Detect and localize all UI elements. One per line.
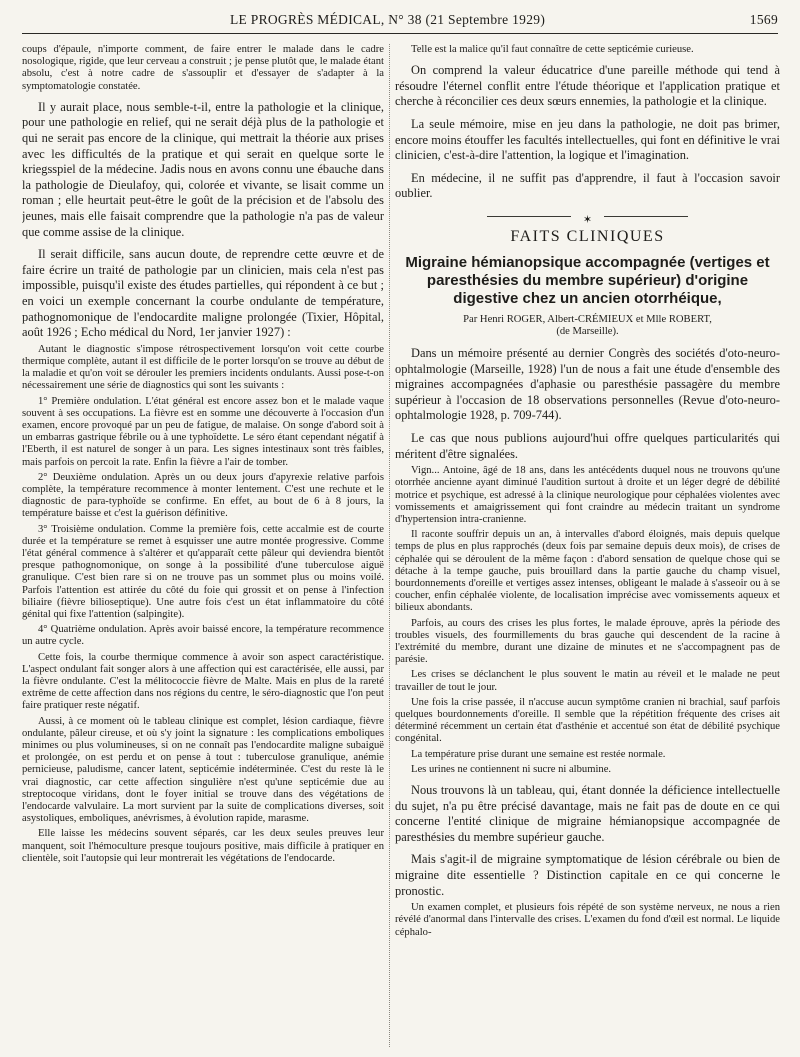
paragraph: La température prise durant une semaine est restée normale.: [411, 748, 666, 760]
paragraph: La seule mémoire, mise en jeu dans la pathologie, ne doit pas brimer, encore moins étouffer les facultés intellectuelles, qui font en définitive le vrai clinicien, c'est-à-dire l'attention, la logique et l'imagination.: [395, 116, 780, 163]
paragraph: Une fois la crise passée, il n'accuse aucun symptôme cranien ni brachial, sauf parfois quelques bourdonnements d'oreille. Il semble que la répétition fréquente des crises ait déterminé récemment un certain état d'asthénie et accentué son état de débilité psychique congénital.: [395, 696, 780, 745]
right-column: [395, 44, 780, 1051]
article-byline: Par Henri ROGER, Albert-CRÉMIEUX et Mlle ROBERT,: [463, 313, 712, 325]
article-affiliation: (de Marseille).: [556, 325, 619, 337]
paragraph: Les urines ne contiennent ni sucre ni albumine.: [411, 763, 612, 775]
article-title: Migraine hémianopsique accompagnée (vertiges et paresthésies du membre supérieur) d'origine digestive chez un ancien otorrhéique,: [405, 253, 770, 307]
paragraph: En médecine, il ne suffit pas d'apprendre, il faut à l'occasion savoir oublier.: [395, 170, 780, 201]
paragraph: coups d'épaule, n'importe comment, de faire entrer le malade dans le cadre nosologique, rigide, que leur cerveau a construit ; je pense plutôt que, le malade étant absolu, c'est à notre cadre de s'assouplir et d'essayer de s'adapter à la symptomatologie constatée.: [22, 44, 384, 92]
paragraph: Le cas que nous publions aujourd'hui offre quelques particularités qui méritent d'être signalées.: [395, 430, 780, 461]
paragraph: Telle est la malice qu'il faut connaître de cette septicémie curieuse.: [411, 44, 694, 55]
page-number: 1569: [749, 12, 778, 27]
paragraph: Elle laisse les médecins souvent séparés, car les deux seules preuves leur manquent, soit l'hémoculture presque toujours positive, mais difficile à pratiquer en clientèle, soit l'autopsie qui leur montrerait les végétations de l'endocarde.: [22, 828, 384, 864]
paragraph: Nous trouvons là un tableau, qui, étant donnée la déficience intellectuelle du sujet, n'a pu être précisé davantage, mais ne fait pas de doute en ce qui concerne l'entité clinique de migraine hémianopsique accompagnée de paresthésies du membre supérieur gauche.: [395, 782, 780, 844]
paragraph: Il serait difficile, sans aucun doute, de reprendre cette œuvre et de faire écrire un traité de pathologie par un clinicien, mais cela n'est pas impossible, puisqu'il existe des études partielles, qui répondent à ce but ; en voici un exemple concernant la courbe ondulante de température, pathognomonique de l'endocardite maligne prolongée (Tixier, Hôpital, août 1926 ; Echo médical du Nord, 1er janvier 1927) :: [22, 247, 384, 340]
paragraph: Dans un mémoire présenté au dernier Congrès des sociétés d'oto-neuro-ophtalmologie (Marseille, 1928) l'un de nous a fait une étude d'ensemble des migraines accompagnées d'aphasie ou paresthésie passagère du membre supérieur à l'occasion de 18 observations personnelles (Revue d'oto-neuro-ophtalmologie 1928, p. 709-744).: [395, 345, 780, 423]
section-ornament: [395, 210, 780, 226]
page-header: [22, 10, 778, 34]
paragraph: On comprend la valeur éducatrice d'une pareille méthode qui tend à résoudre l'éternel conflit entre l'étude théorique et l'application pratique et cherche à réconcilier ces deux sœurs ennemies, la pathologie et la clinique.: [395, 63, 780, 109]
right-top-paragraphs: [395, 44, 780, 202]
ornament-line-right: [604, 216, 688, 217]
paragraph: 4° Quatrième ondulation. Après avoir baissé encore, la température recommence un autre cycle.: [22, 624, 384, 648]
paragraph: Un examen complet, et plusieurs fois répété de son système nerveux, ne nous a rien révélé d'anormal dans l'intervalle des crises. L'examen du fond d'œil est normal. Le liquide céphalo-: [395, 902, 780, 938]
paragraph: 2° Deuxième ondulation. Après un ou deux jours d'apyrexie relative parfois complète, la température recommence à monter lentement. C'est une rechute et le diagnostic de para-typhoïde se confirme. En effet, au bout de 6 à 8 jours, la température baisse et c'est la guérison définitive.: [22, 471, 384, 520]
section-title: FAITS CLINIQUES: [510, 227, 665, 245]
paragraph: Parfois, au cours des crises les plus fortes, le malade éprouve, après la période des troubles visuels, des fourmillements du bras gauche qui descendent de la racine à l'extrémité du membre, durant une dizaine de minutes et ne s'accompagnent pas de parésie.: [395, 617, 780, 666]
paragraph: Aussi, à ce moment où le tableau clinique est complet, lésion cardiaque, fièvre ondulante, pâleur cireuse, et où s'y joint la signature : les complications emboliques minimes ou plus volumineuses, si on ne connaît pas l'endocardite maligne subaiguë et prolongée, on est perdu et on pense à tout : tuberculose granulique, anémie pernicieuse, paludisme, cancer latent, septicémie indéterminée. C'est du reste là le vrai diagnostic, car cette affection singulière n'est qu'une septicémie due au streptocoque viridans, dont le foyer initial se trouve dans des végétations de l'endocarde valvulaire. La mort survient par la suite de complications diverses, soit asystoliques, emboliques, anévrismes, à évolution rapide, marasme.: [22, 715, 384, 825]
paragraph: Cette fois, la courbe thermique commence à avoir son aspect caractéristique. L'aspect ondulant fait songer alors à une affection qui est caractérisée, elle aussi, par la fièvre ondulante. C'est la mélitococcie fièvre de Malte. Mais en plus de la rareté extrême de cette affection dans nos régions du centre, le séro-diagnostic que l'on peut faire pratiquer reste négatif.: [22, 651, 384, 712]
header-rule: [22, 33, 778, 34]
ornament-line-left: [487, 216, 571, 217]
star-icon: ✶: [582, 213, 593, 226]
right-bottom-paragraphs: [395, 346, 780, 939]
paragraph: Les crises se déclanchent le plus souvent le matin au réveil et le malade ne peut travailler de tout le jour.: [395, 669, 780, 693]
left-column: [22, 44, 384, 1051]
paragraph: Autant le diagnostic s'impose rétrospectivement lorsqu'on voit cette courbe thermique complète, autant il est difficile de le porter lorsqu'on se trouve au début de la maladie et qu'on voit se dérouler les premiers incidents ondulants. Aussi pose-t-on nécessairement une série de diagnostics qui sont les suivants :: [22, 343, 384, 392]
paragraph: Mais s'agit-il de migraine symptomatique de lésion cérébrale ou bien de migraine dite essentielle ? Distinction capitale en ce qui concerne le pronostic.: [395, 852, 780, 898]
paragraph: 1° Première ondulation. L'état général est encore assez bon et le malade vaque souvent à ses occupations. La fièvre est en somme une découverte à l'occasion d'un examen, encore provoqué par un peu de fatigue, de malaise. On songe d'abord soit à un embarras gastrique fébrile ou à une typhoïdette. Le séro étant cependant négatif à l'Eberth, il est naturel de songer à un para. Les signes intestinaux sont très faibles, mais parfois on percoit la rate. Enfin la fièvre a l'air de tomber.: [22, 395, 384, 468]
column-divider: [389, 44, 390, 1047]
paragraph: 3° Troisième ondulation. Comme la première fois, cette accalmie est de courte durée et la température se remet à esquisser une autre montée progressive. Comme l'état général commence à s'altérer et qu'apparaît cette pâleur qui deviendra bientôt presque pathognomonique, on songe à la possibilité d'une tuberculose aiguë granulique. C'est bien rare si on ne trouve pas un sommet plus ou moins voilé. Parfois l'attention est attirée du côté du foie qui grossit et on pense à l'infection biliaire (fièvre bilioseptique). Une autre fois c'est un état inflammatoire du côté génital qui fixe l'attention (salpingite).: [22, 523, 384, 620]
paragraph: Il raconte souffrir depuis un an, à intervalles d'abord éloignés, mais depuis quelque temps de plus en plus rapprochés (deux fois par semaine depuis deux mois), de crises de céphalée qui se déroulent de la même façon : d'abord sensation de quelque chose qui se détache à la tempe gauche, puis brouillard dans la partie gauche du champ visuel, bourdonnements d'oreille et vertiges assez intenses, obligeant le malade à s'asseoir ou à se coucher, enfin céphalée violente, de localisation imprécise avec vomissements aqueux et bilieux abondants.: [395, 529, 780, 614]
paragraph: Vign... Antoine, âgé de 18 ans, dans les antécédents duquel nous ne trouvons qu'une otorrhée ancienne ayant diminué l'audition surtout à droite et un léger degré de débilité motrice et psychique, est adressé à la clinique neurologique pour céphalées violentes avec vomissements et amaigrissement qui font craindre au médecin traitant un syndrome d'hypertension intra-cranienne.: [395, 465, 780, 525]
journal-title: LE PROGRÈS MÉDICAL, N° 38 (21 Septembre 1929): [230, 12, 546, 27]
paragraph: Il y aurait place, nous semble-t-il, entre la pathologie et la clinique, pour une pathologie en relief, qui ne serait déjà plus de la pathologie et qui ne serait pas encore de la clinique, qui mettrait la théorie aux prises avec les difficultés de la pratique et qui serait en quelque sorte le kriegsspiel de la médecine. Jadis nous en avons connu une ébauche dans la pathologie de Dieulafoy, qui, colorée et vivante, se lisait comme un roman ; elle heurtait peut-être le goût de la précision et de l'absolu des jeunes, mais elle faisait comprendre que la pathologie n'a pas de valeur que comme assise de la clinique.: [22, 99, 384, 239]
